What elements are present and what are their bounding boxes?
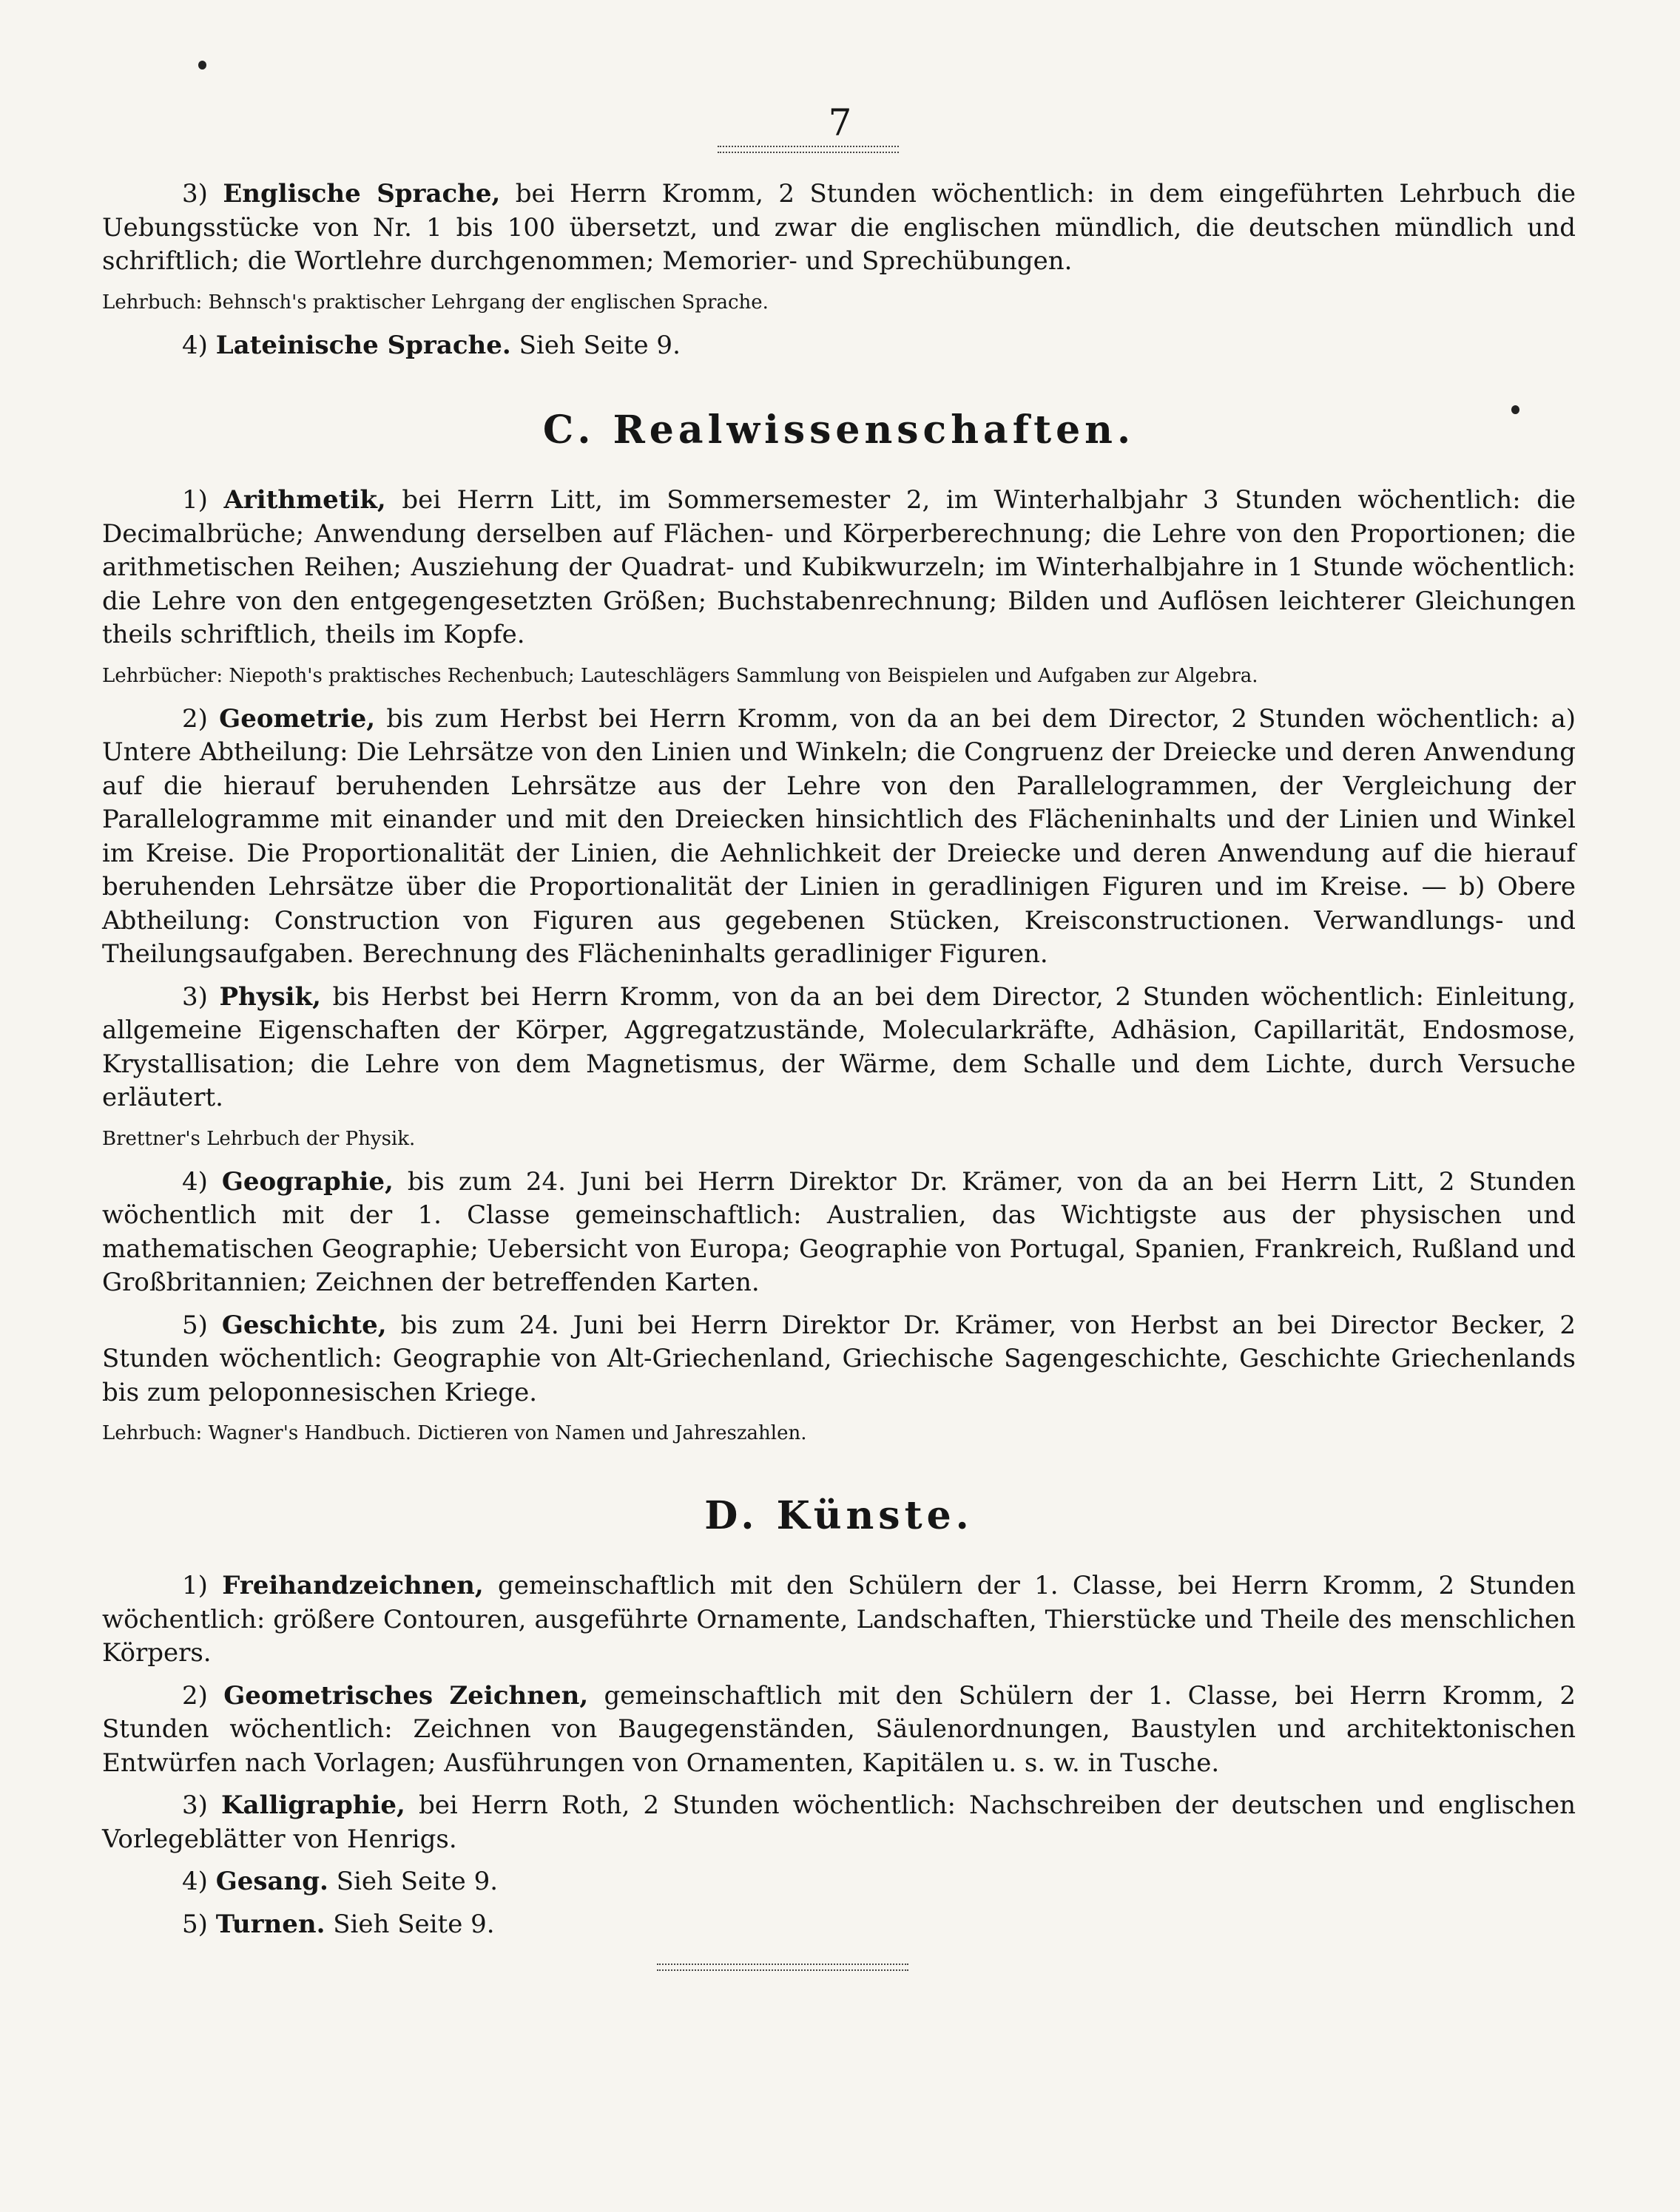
item-number: 4) bbox=[182, 1166, 208, 1197]
item-heading: Geschichte, bbox=[221, 1310, 387, 1340]
paragraph-geographie bbox=[102, 1166, 1576, 1300]
page-body bbox=[102, 177, 1576, 1971]
item-number: 4) bbox=[182, 330, 208, 360]
item-heading: Geographie, bbox=[221, 1166, 394, 1197]
section-title-realwissenschaften: C. Realwissenschaften. bbox=[542, 407, 1136, 453]
ornamental-rule-top bbox=[718, 146, 899, 153]
paragraph-arithmetik bbox=[102, 484, 1576, 652]
item-heading: Englische Sprache, bbox=[223, 179, 501, 209]
item-heading: Lateinische Sprache. bbox=[215, 330, 511, 360]
paragraph-geometrie bbox=[102, 703, 1576, 972]
item-text: bis Herbst bei Herrn Kromm, von da an bei dem Director, 2 Stunden wöchentlich: Einleitung, allgemeine Eigenschaften der Körper, Aggregatzustände, Molecularkräfte, Adhäsion, Capillarität, Endosmose, Krystallisation; die Lehre von dem Magnetismus, der Wärme, dem Schalle und dem Lichte, durch Versuche erläutert. bbox=[102, 981, 1576, 1112]
item-number: 3) bbox=[182, 179, 208, 209]
note-englisch: Lehrbuch: Behnsch's praktischer Lehrgang der englischen Sprache. bbox=[102, 291, 769, 314]
paragraph-gesang bbox=[102, 1865, 1576, 1899]
item-heading: Arithmetik, bbox=[223, 485, 386, 515]
item-text: Sieh Seite 9. bbox=[333, 1909, 495, 1939]
item-heading: Geometrisches Zeichnen, bbox=[223, 1680, 589, 1711]
item-text: bis zum Herbst bei Herrn Kromm, von da an bei dem Director, 2 Stunden wöchentlich: a) Untere Abtheilung: Die Lehrsätze von den Linien und Winkeln; die Congruenz der Dreiecke und deren Anwendung auf die hierauf beruhenden Lehrsätze aus der Lehre von den Parallelogrammen, der Vergleichung der Parallelogramme mit einander und mit den Dreiecken hinsichtlich des Flächeninhalts und der Linien und Winkel im Kreise. Die Proportionalität der Linien, die Aehnlichkeit der Dreiecke und deren Anwendung auf die hierauf beruhenden Lehrsätze über die Proportionalität der Linien in geradlinigen Figuren und im Kreise. — b) Obere Abtheilung: Construction von Figuren aus gegebenen Stücken, Kreisconstructionen. Verwandlungs- und Theilungsaufgaben. Berechnung des Flächeninhalts geradliniger Figuren. bbox=[102, 703, 1576, 969]
item-number: 1) bbox=[182, 485, 208, 515]
ink-speck bbox=[198, 61, 206, 70]
item-number: 3) bbox=[182, 981, 208, 1012]
paragraph-geschichte bbox=[102, 1309, 1576, 1410]
paragraph-freihandzeichnen bbox=[102, 1569, 1576, 1671]
note-arithmetik: Lehrbücher: Niepoth's praktisches Rechenbuch; Lauteschlägers Sammlung von Beispielen und Aufgaben zur Algebra. bbox=[102, 664, 1258, 687]
item-text: bei Herrn Litt, im Sommersemester 2, im Winterhalbjahr 3 Stunden wöchentlich: die Decimalbrüche; Anwendung derselben auf Flächen- und Körperberechnung; die Lehre von den Proportionen; die arithmetischen Reihen; Ausziehung der Quadrat- und Kubikwurzeln; im Winterhalbjahre in 1 Stunde wöchentlich: die Lehre von den entgegengesetzten Größen; Buchstabenrechnung; Bilden und Auflösen leichterer Gleichungen theils schriftlich, theils im Kopfe. bbox=[102, 485, 1576, 649]
item-number: 4) bbox=[182, 1867, 208, 1896]
item-text: bis zum 24. Juni bei Herrn Direktor Dr. Krämer, von Herbst an bei Director Becker, 2 Stunden wöchentlich: Geographie von Alt-Griechenland, Griechische Sagengeschichte, Geschichte Griechenlands bis zum peloponnesischen Kriege. bbox=[102, 1310, 1576, 1407]
item-text: bei Herrn Kromm, 2 Stunden wöchentlich: in dem eingeführten Lehrbuch die Uebungsstücke von Nr. 1 bis 100 übersetzt, und zwar die englischen mündlich, die deutschen mündlich und schriftlich; die Wortlehre durchgenommen; Memorier- und Sprechübungen. bbox=[102, 179, 1576, 276]
item-number: 5) bbox=[182, 1909, 208, 1939]
paragraph-englisch bbox=[102, 177, 1576, 279]
paragraph-latein bbox=[102, 329, 1576, 363]
item-number: 2) bbox=[182, 703, 208, 734]
item-number: 3) bbox=[182, 1790, 208, 1820]
item-number: 2) bbox=[182, 1680, 208, 1711]
item-heading: Geometrie, bbox=[219, 703, 376, 734]
item-text: gemeinschaftlich mit den Schülern der 1. Classe, bei Herrn Kromm, 2 Stunden wöchentlich: größere Contouren, ausgeführte Ornamente, Landschaften, Thierstücke und Theile des menschlichen Körpers. bbox=[102, 1571, 1576, 1668]
item-number: 1) bbox=[182, 1571, 208, 1600]
item-text: gemeinschaftlich mit den Schülern der 1. Classe, bei Herrn Kromm, 2 Stunden wöchentlich: Zeichnen von Baugegenständen, Säulenordnungen, Baustylen und architektonischen Entwürfen nach Vorlagen; Ausführungen von Ornamenten, Kapitälen u. s. w. in Tusche. bbox=[102, 1680, 1576, 1778]
note-physik: Brettner's Lehrbuch der Physik. bbox=[102, 1127, 416, 1150]
item-text: Sieh Seite 9. bbox=[519, 330, 681, 360]
item-number: 5) bbox=[182, 1310, 208, 1340]
item-heading: Physik, bbox=[219, 981, 321, 1012]
paragraph-kalligraphie bbox=[102, 1789, 1576, 1856]
note-geschichte: Lehrbuch: Wagner's Handbuch. Dictieren von Namen und Jahreszahlen. bbox=[102, 1422, 807, 1444]
paragraph-turnen bbox=[102, 1908, 1576, 1942]
paragraph-geometrisches-zeichnen bbox=[102, 1680, 1576, 1781]
section-title-kuenste: D. Künste. bbox=[704, 1493, 974, 1538]
item-heading: Kalligraphie, bbox=[220, 1790, 405, 1820]
ornamental-rule-bottom bbox=[657, 1964, 908, 1971]
item-text: Sieh Seite 9. bbox=[336, 1867, 499, 1896]
item-heading: Turnen. bbox=[215, 1909, 325, 1939]
item-heading: Freihandzeichnen, bbox=[222, 1571, 484, 1600]
item-heading: Gesang. bbox=[215, 1867, 328, 1896]
paragraph-physik bbox=[102, 981, 1576, 1115]
page-number: 7 bbox=[828, 101, 852, 144]
item-text: bei Herrn Roth, 2 Stunden wöchentlich: Nachschreiben der deutschen und englischen Vorlegeblätter von Henrigs. bbox=[102, 1790, 1576, 1854]
item-text: bis zum 24. Juni bei Herrn Direktor Dr. Krämer, von da an bei Herrn Litt, 2 Stunden wöchentlich mit der 1. Classe gemeinschaftlich: Australien, das Wichtigste aus der physischen und mathematischen Geographie; Uebersicht von Europa; Geographie von Portugal, Spanien, Frankreich, Rußland und Großbritannien; Zeichnen der betreffenden Karten. bbox=[102, 1166, 1576, 1297]
